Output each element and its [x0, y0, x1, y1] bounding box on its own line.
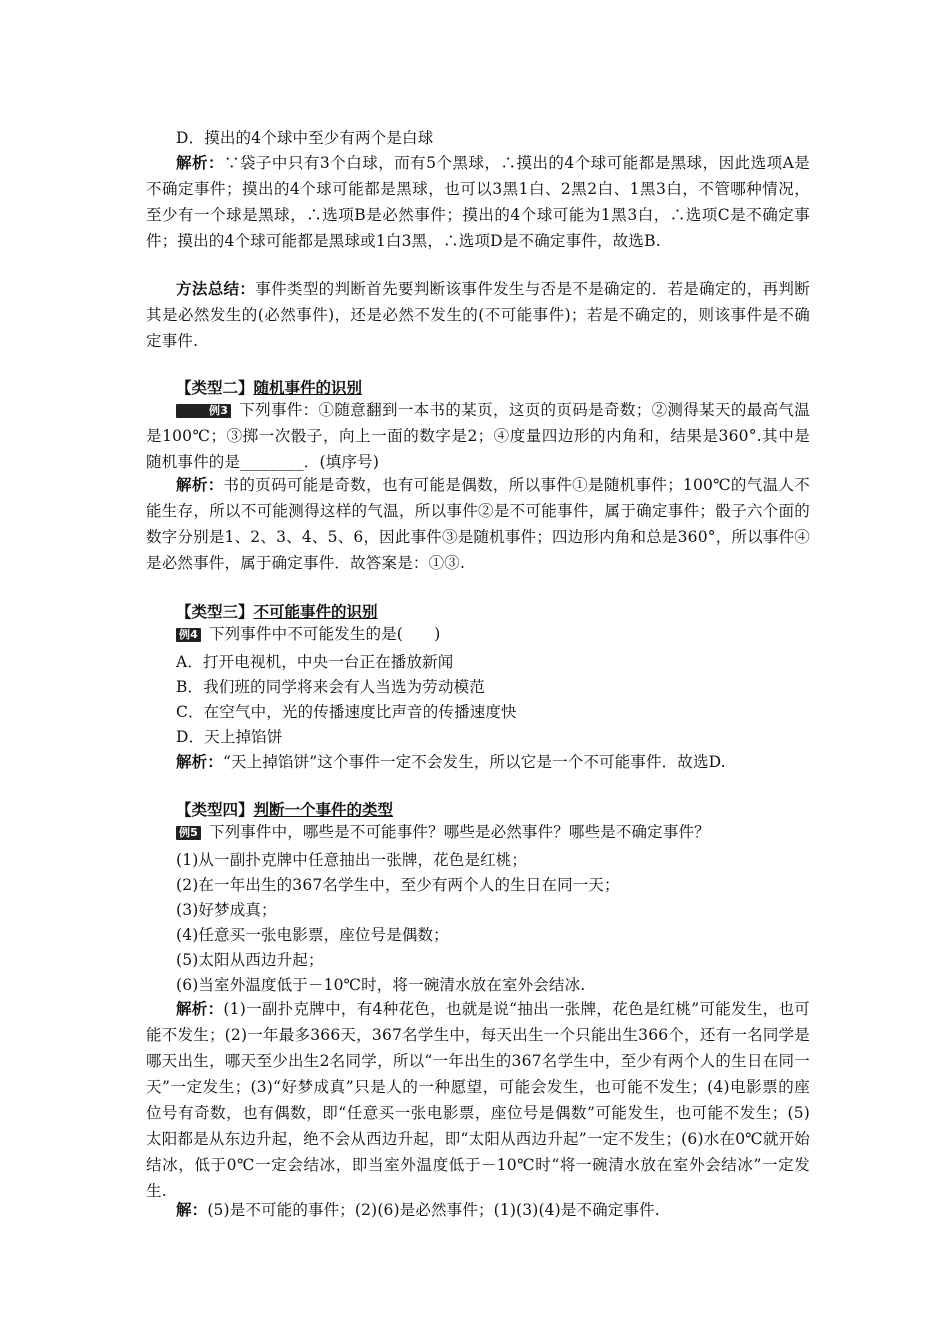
- analysis-label: 解析：: [176, 153, 224, 172]
- method-summary-paragraph: [146, 276, 810, 354]
- example-3-badge: 例3: [176, 404, 231, 418]
- analysis-text: “天上掉馅饼”这个事件一定不会发生，所以它是一个不可能事件．故选D.: [222, 753, 726, 771]
- option-b: B．我们班的同学将来会有人当选为劳动模范: [176, 678, 485, 696]
- list-item: (2)在一年出生的367名学生中，至少有两个人的生日在同一天；: [176, 876, 620, 894]
- type3-heading: [176, 602, 378, 622]
- analysis-label: 解析：: [176, 999, 224, 1018]
- example-4-badge: 例4: [176, 628, 201, 642]
- type4-bracket: 【类型四】: [176, 800, 254, 819]
- example3-question: [146, 397, 810, 475]
- example5-question-text: 下列事件中，哪些是不可能事件？哪些是必然事件？哪些是不确定事件？: [208, 823, 710, 841]
- solution-text: (5)是不可能的事件；(2)(6)是必然事件；(1)(3)(4)是不确定事件.: [207, 1201, 660, 1219]
- example5-analysis: [146, 996, 810, 1204]
- type3-title: 不可能事件的识别: [253, 602, 378, 621]
- option-c: C．在空气中，光的传播速度比声音的传播速度快: [176, 703, 517, 721]
- example5-question: [176, 822, 710, 842]
- example4-analysis: [176, 752, 726, 772]
- list-item: (4)任意买一张电影票，座位号是偶数；: [176, 926, 449, 944]
- option-a: A．打开电视机，中央一台正在播放新闻: [176, 653, 454, 671]
- example-5-badge: 例5: [176, 826, 201, 840]
- list-item: (1)从一副扑克牌中任意抽出一张牌，花色是红桃；: [176, 851, 528, 869]
- type3-bracket: 【类型三】: [176, 602, 254, 621]
- example3-analysis: [146, 472, 810, 576]
- list-item: (6)当室外温度低于－10℃时，将一碗清水放在室外会结冰.: [176, 976, 586, 994]
- analysis-paragraph: [146, 150, 810, 254]
- list-item: (5)太阳从西边升起；: [176, 951, 324, 969]
- analysis-label: 解析：: [176, 475, 224, 494]
- type2-heading: [176, 378, 362, 398]
- type2-bracket: 【类型二】: [176, 378, 254, 397]
- type4-heading: [176, 800, 393, 820]
- analysis-text: 书的页码可能是奇数，也有可能是偶数，所以事件①是随机事件；100℃的气温人不能生存，所以不可能测得这样的气温，所以事件②是不可能事件，属于确定事件；骰子六个面的数字分别是1、2、3、4、5、6，因此事件③是随机事件；四边形内角和总是360°，所以事件④是必然事件，属于确定事件．故答案是：①③.: [146, 476, 810, 572]
- method-summary-text: 事件类型的判断首先要判断该事件发生与否是不是确定的．若是确定的，再判断其是必然发生的(必然事件)，还是必然不发生的(不可能事件)；若是不确定的，则该事件是不确定事件.: [146, 280, 810, 350]
- example4-question-text: 下列事件中不可能发生的是( ): [208, 625, 441, 643]
- list-item: (3)好梦成真；: [176, 901, 277, 919]
- solution-label: 解：: [176, 1200, 208, 1219]
- option-d: D．天上掉馅饼: [176, 728, 283, 746]
- option-d: D．摸出的4个球中至少有两个是白球: [176, 129, 434, 147]
- analysis-label: 解析：: [176, 752, 223, 771]
- example4-question: [176, 624, 440, 644]
- example5-solution: [176, 1200, 660, 1220]
- analysis-text: ∵袋子中只有3个白球，而有5个黑球，∴摸出的4个球可能都是黑球，因此选项A是不确定事件；摸出的4个球可能都是黑球，也可以3黑1白、2黑2白、1黑3白，不管哪种情况，至少有一个球是黑球，∴选项B是必然事件；摸出的4个球可能为1黑3白，∴选项C是不确定事件；摸出的4个球可能都是黑球或1白3黑，∴选项D是不确定事件，故选B.: [146, 154, 810, 250]
- example3-question-text: 下列事件：①随意翻到一本书的某页，这页的页码是奇数；②测得某天的最高气温是100℃；③掷一次骰子，向上一面的数字是2；④度量四边形的内角和，结果是360°.其中是随机事件的是________．(填序号): [146, 401, 810, 471]
- method-summary-label: 方法总结：: [176, 279, 256, 298]
- analysis-text: (1)一副扑克牌中，有4种花色，也就是说“抽出一张牌，花色是红桃”可能发生，也可能不发生；(2)一年最多366天，367名学生中，每天出生一个只能出生366个，还有一名同学是哪天出生，哪天至少出生2名同学，所以“一年出生的367名学生中，至少有两个人的生日在同一天”一定发生；(3)“好梦成真”只是人的一种愿望，可能会发生，也可能不发生；(4)电影票的座位号有奇数，也有偶数，即“任意买一张电影票，座位号是偶数”可能发生，也可能不发生；(5)太阳都是从东边升起，绝不会从西边升起，即“太阳从西边升起”一定不发生；(6)水在0℃就开始结冰，低于0℃一定会结冰，即当室外温度低于－10℃时“将一碗清水放在室外会结冰”一定发生.: [146, 1000, 810, 1200]
- type4-title: 判断一个事件的类型: [253, 800, 394, 819]
- type2-title: 随机事件的识别: [253, 378, 363, 397]
